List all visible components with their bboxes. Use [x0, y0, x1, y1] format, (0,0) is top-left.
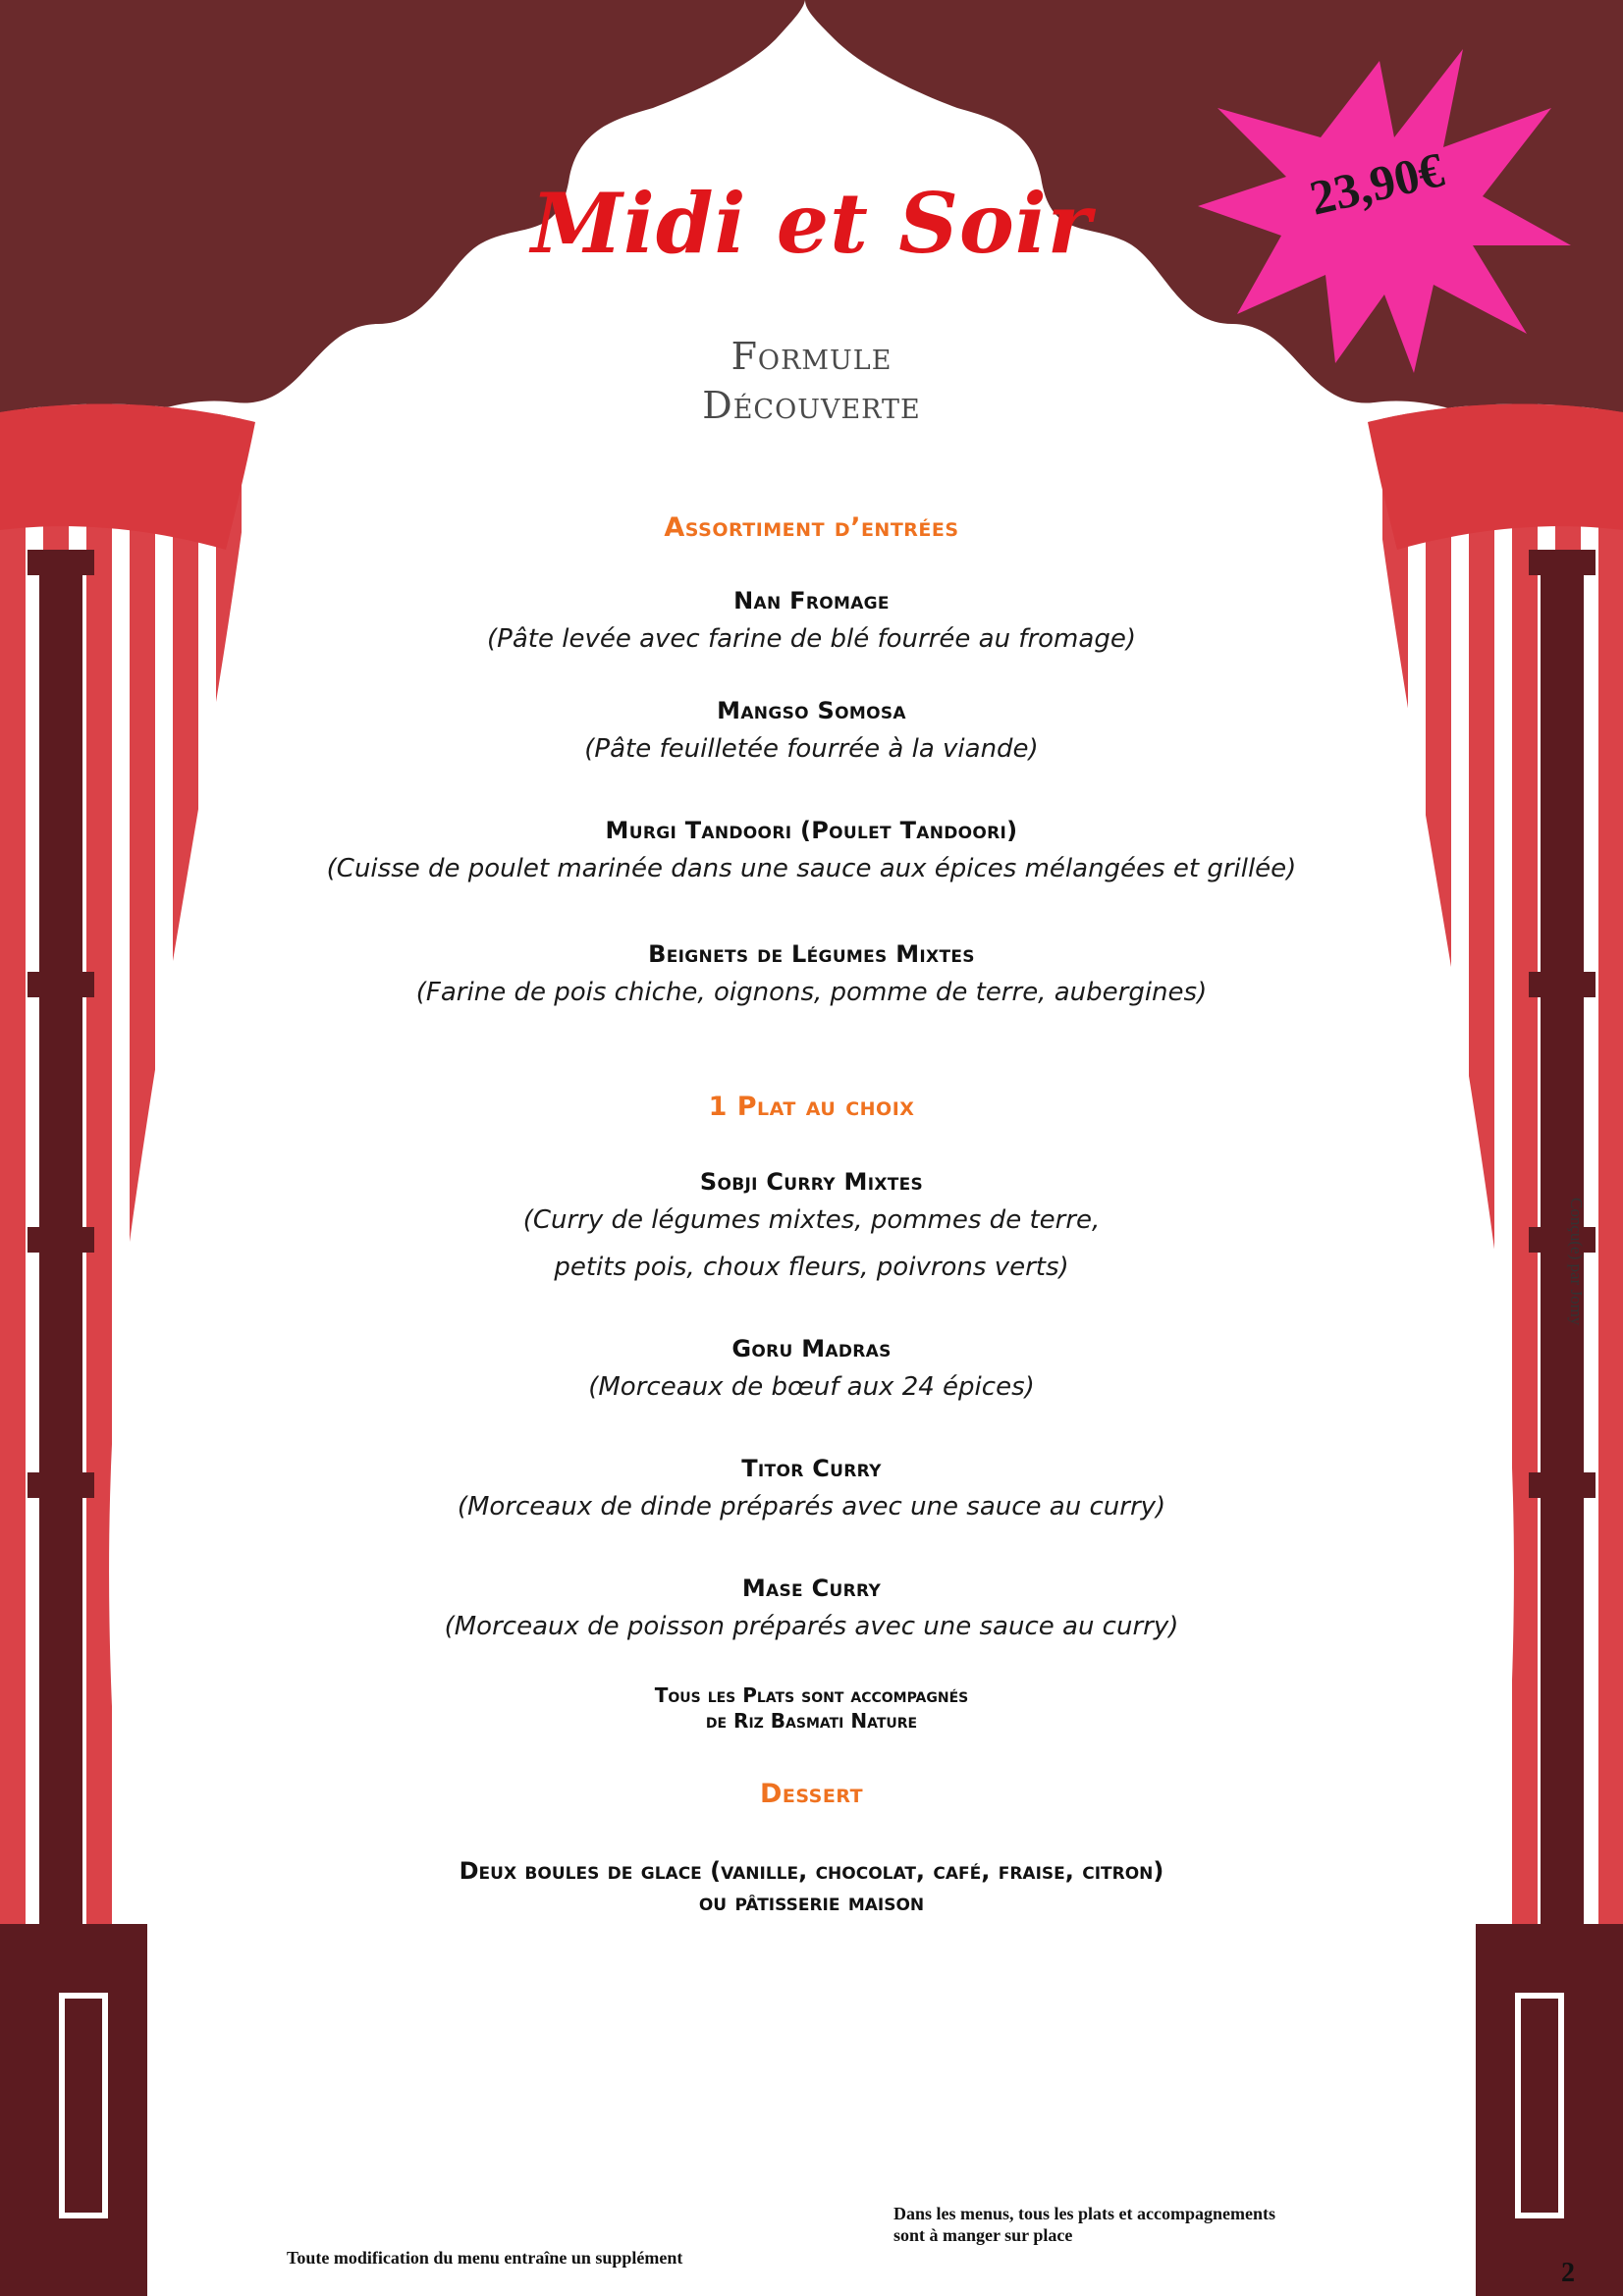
note-line-1: Tous les Plats sont accompagnés	[654, 1683, 969, 1707]
dish-description: (Morceaux de bœuf aux 24 épices)	[588, 1372, 1035, 1402]
page-title: Midi et Soir	[530, 175, 1093, 272]
footer-onsite-note	[893, 2203, 1275, 2246]
dish-description: (Cuisse de poulet marinée dans une sauce aux épices mélangées et grillée)	[326, 854, 1297, 883]
dish-description: (Morceaux de poisson préparés avec une sauce au curry)	[444, 1612, 1179, 1641]
dish-name: Beignets de Légumes Mixtes	[648, 940, 975, 968]
price-tag: 23,90€	[1304, 141, 1449, 226]
accompaniment-note	[0, 1682, 1623, 1734]
section-heading-dessert: Dessert	[759, 1779, 864, 1809]
dish-item	[0, 587, 1623, 654]
footer-onsite-line-1: Dans les menus, tous les plats et accompagnements	[893, 2204, 1275, 2223]
subtitle-line-1: Formule	[730, 335, 893, 378]
dish-description: (Curry de légumes mixtes, pommes de terre,	[522, 1205, 1101, 1235]
dessert-line-1: Deux boules de glace (vanille, chocolat, café, fraise, citron)	[459, 1857, 1164, 1885]
dish-name: Sobji Curry Mixtes	[699, 1168, 924, 1196]
dish-description: (Pâte feuilletée fourrée à la viande)	[584, 734, 1039, 764]
dish-item	[0, 1575, 1623, 1641]
menu-subtitle	[0, 332, 1623, 430]
dish-item	[0, 1168, 1623, 1282]
dish-item	[0, 817, 1623, 883]
note-line-2: de Riz Basmati Nature	[705, 1709, 918, 1733]
footer-onsite-line-2: sont à manger sur place	[893, 2225, 1073, 2245]
dish-name: Titor Curry	[741, 1455, 882, 1482]
dish-item	[0, 1455, 1623, 1522]
dish-name: Nan Fromage	[733, 587, 890, 614]
dish-item	[0, 697, 1623, 764]
dish-item	[0, 1335, 1623, 1402]
footer-supplement-note: Toute modification du menu entraîne un supplément	[287, 2248, 683, 2268]
dish-description-line-2: petits pois, choux fleurs, poivrons verts)	[554, 1253, 1069, 1282]
subtitle-line-2: Découverte	[702, 384, 921, 427]
dish-description: (Morceaux de dinde préparés avec une sauce au curry)	[457, 1492, 1166, 1522]
dish-description: (Pâte levée avec farine de blé fourrée au fromage)	[487, 624, 1136, 654]
designer-credit: Conçu(e) par Jomy	[1567, 1198, 1586, 1326]
section-heading-mains: 1 Plat au choix	[708, 1092, 915, 1122]
dish-name: Goru Madras	[731, 1335, 892, 1362]
dish-name: Mase Curry	[741, 1575, 882, 1602]
dish-item	[0, 940, 1623, 1007]
page-number: 2	[1561, 2258, 1575, 2288]
dish-name: Mangso Somosa	[717, 697, 906, 724]
dish-name: Murgi Tandoori (Poulet Tandoori)	[605, 817, 1018, 844]
dessert-description	[0, 1855, 1623, 1918]
dessert-line-2: ou pâtisserie maison	[698, 1889, 925, 1916]
dish-description: (Farine de pois chiche, oignons, pomme de terre, aubergines)	[415, 978, 1208, 1007]
section-heading-starters: Assortiment d’entrées	[664, 512, 959, 543]
